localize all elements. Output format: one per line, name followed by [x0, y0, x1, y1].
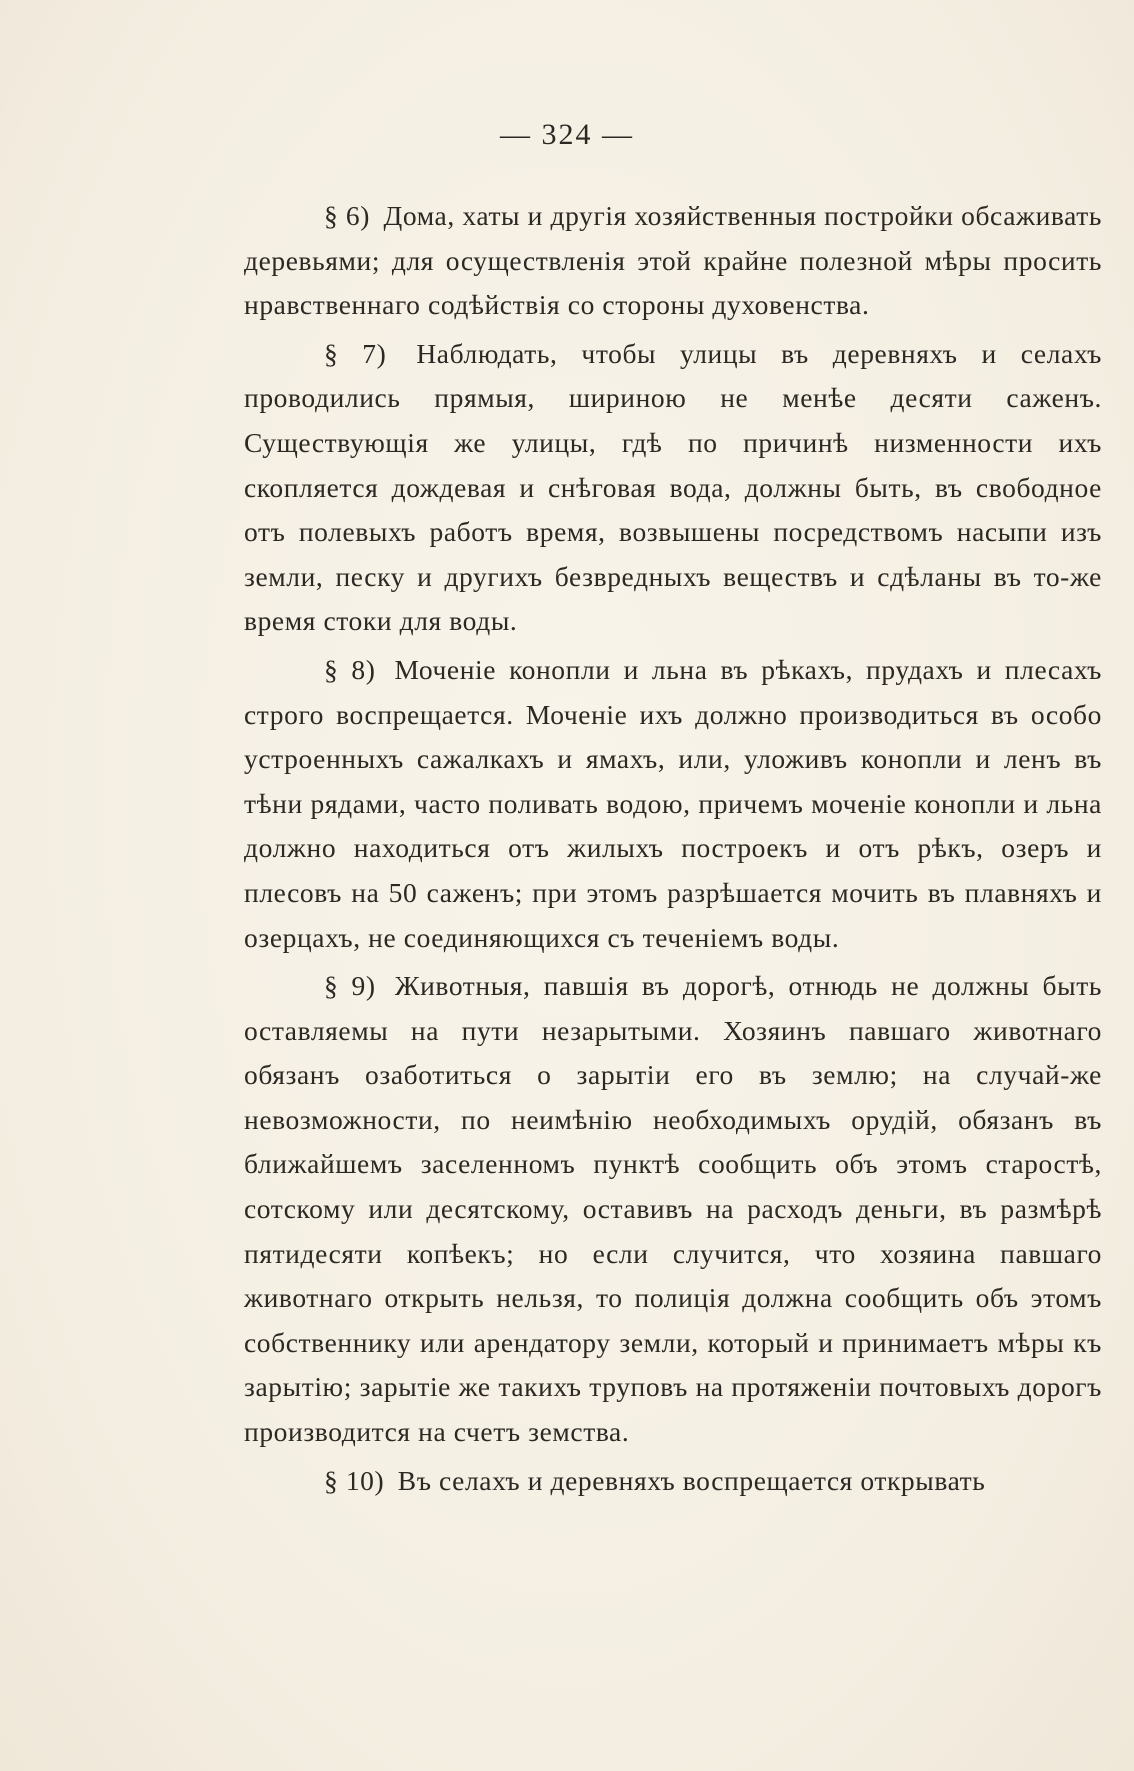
paragraph-8	[244, 648, 1102, 960]
section-number: § 9)	[324, 970, 376, 1002]
paragraph-10	[244, 1459, 1102, 1504]
section-number: § 7)	[324, 337, 387, 369]
paragraph-7	[244, 332, 1102, 644]
section-number: § 6)	[324, 200, 370, 231]
paragraph-text: Моченіе конопли и льна въ рѣкахъ, прудахъ и плесахъ строго воспрещается. Моченіе ихъ должно производиться въ особо устроенныхъ сажалкахъ и ямахъ, или, уложивъ конопли и ленъ въ тѣни рядами, часто поливать водою, причемъ моченіе конопли и льна должно находиться отъ жилыхъ построекъ и отъ рѣкъ, озеръ и плесовъ на 50 саженъ; при этомъ разрѣшается мочить въ плавняхъ и озерцахъ, не соединяющихся съ теченіемъ воды.	[244, 653, 1102, 953]
page-number: — 324 —	[500, 118, 634, 151]
section-number: § 8)	[324, 653, 376, 685]
paragraph-text: Наблюдать, чтобы улицы въ деревняхъ и селахъ проводились прямыя, шириною не менѣе десяти саженъ. Существующія же улицы, гдѣ по причинѣ низменности ихъ скопляется дождевая и снѣговая вода, должны быть, въ свободное отъ полевыхъ работъ время, возвышены посредствомъ насыпи изъ земли, песку и другихъ безвредныхъ веществъ и сдѣланы въ то-же время стоки для воды.	[244, 337, 1102, 637]
document-body	[244, 194, 1102, 1507]
paragraph-text: Въ селахъ и деревняхъ воспрещается открывать	[397, 1464, 986, 1496]
paragraph-9	[244, 964, 1102, 1455]
paragraph-text: Животныя, павшія въ дорогѣ, отнюдь не должны быть оставляемы на пути незарытыми. Хозяинъ павшаго животнаго обязанъ озаботиться о зарытіи его въ землю; на случай-же невозможности, по неимѣнію необходимыхъ орудій, обязанъ въ ближайшемъ заселенномъ пунктѣ сообщить объ этомъ старостѣ, сотскому или десятскому, оставивъ на расходъ деньги, въ размѣрѣ пятидесяти копѣекъ; но если случится, что хозяина павшаго животнаго открыть нельзя, то полиція должна сообщить объ этомъ собственнику или арендатору земли, который и принимаетъ мѣры къ зарытію; зарытіе же такихъ труповъ на протяженіи почтовыхъ дорогъ производится на счетъ земства.	[244, 970, 1102, 1448]
paragraph-text: Дома, хаты и другія хозяйственныя постройки обсаживать деревьями; для осуществленія этой крайне полезной мѣры просить нравственнаго содѣйствія со стороны духовенства.	[244, 200, 1102, 321]
section-number: § 10)	[324, 1464, 385, 1496]
paragraph-6	[244, 194, 1102, 328]
